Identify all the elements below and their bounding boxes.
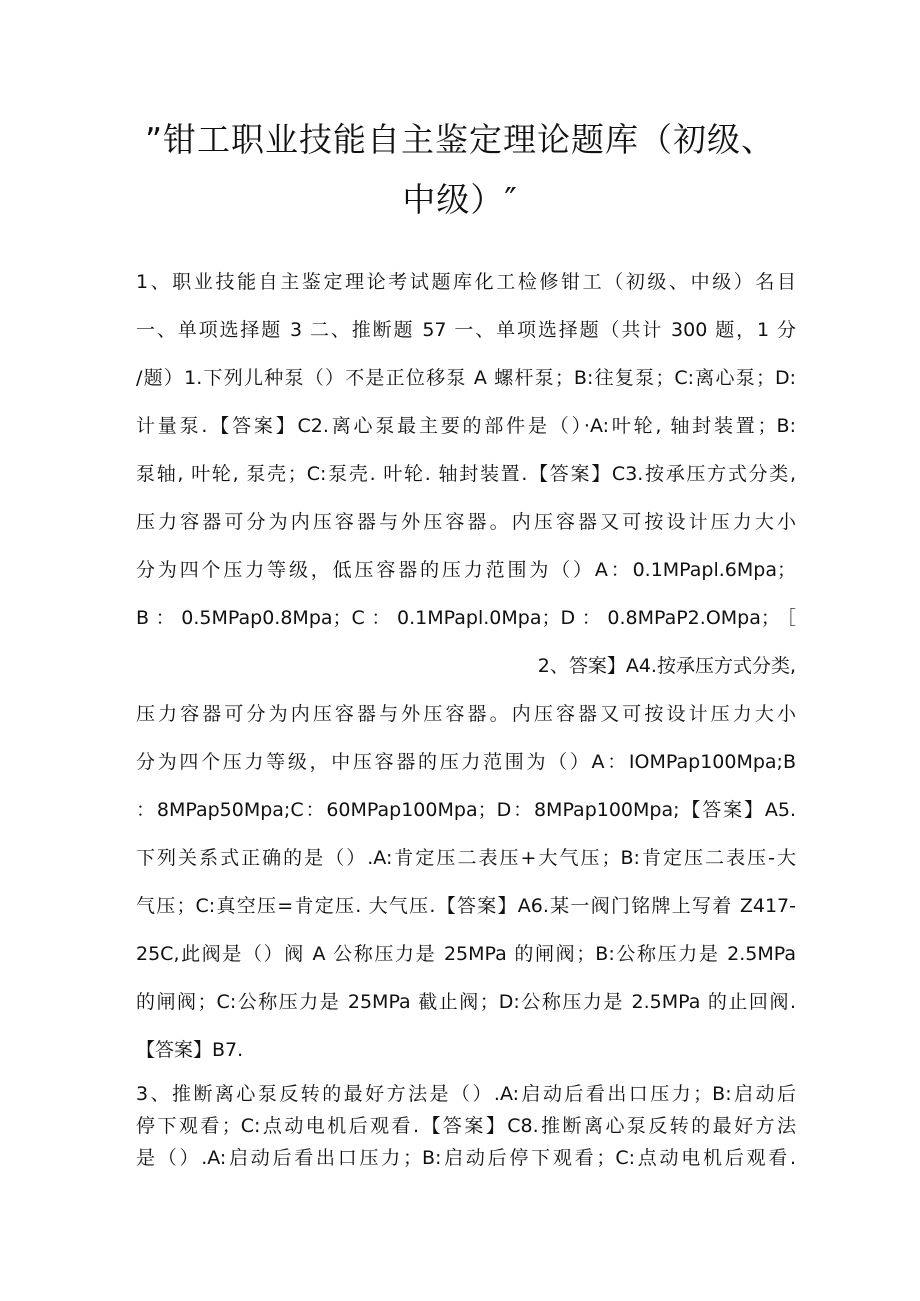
text-line: 压力容器可分为内压容器与外压容器。内压容器又可按设计压力大小: [136, 703, 796, 725]
text-line: 1、职业技能自主鉴定理论考试题库化工检修钳工（初级、中级）名目: [136, 271, 796, 293]
document-title-line-1: ”钳工职业技能自主鉴定理论题库（初级、: [144, 120, 776, 159]
body-paragraph-1: [136, 258, 796, 1074]
text-line: 25C,此阀是（）阀 A 公称压力是 25MPa 的闸阀；B:公称压力是 2.5MPa: [136, 943, 796, 965]
text-line: 分为四个压力等级，中压容器的压力范围为（）A：IOMPap100Mpa;B: [136, 751, 796, 773]
text-line: B：0.5MPap0.8Mpa；C：0.1MPapl.0Mpa；D：0.8MPaP2.OMpa；［: [136, 607, 796, 629]
text-line: 气压；C:真空压=肯定压. 大气压.【答案】A6.某一阀门铭牌上写着 Z417-: [136, 895, 796, 917]
text-line: 分为四个压力等级，低压容器的压力范围为（）A：0.1MPapl.6Mpa；: [136, 559, 796, 581]
text-line: 【答案】B7.: [136, 1039, 244, 1061]
text-line: 泵轴, 叶轮, 泵壳；C:泵壳. 叶轮. 轴封装置.【答案】C3.按承压方式分类,: [136, 463, 796, 485]
text-line: 的闸阀；C:公称压力是 25MPa 截止阀；D:公称压力是 2.5MPa 的止回阀.: [136, 991, 796, 1013]
text-line: 2、答案】A4.按承压方式分类,: [537, 655, 796, 677]
text-line: 3、推断离心泵反转的最好方法是（）.A:启动后看出口压力；B:启动后: [136, 1083, 796, 1105]
document-title-line-2: 中级）″: [402, 180, 518, 219]
text-line: 是（）.A:启动后看出口压力；B:启动后停下观看；C:点动电机后观看.: [136, 1147, 796, 1169]
body-paragraph-2: [136, 1078, 796, 1174]
text-line: 下列关系式正确的是（）.A:肯定压二表压+大气压；B:肯定压二表压-大: [136, 847, 796, 869]
text-line: ：8MPap50Mpa;C：60MPap100Mpa；D：8MPap100Mpa;【答案】A5.: [136, 799, 796, 821]
text-line: /题）1.下列儿种泵（）不是正位移泵 A 螺杆泵；B:往复泵；C:离心泵；D:: [136, 367, 796, 389]
text-line: 压力容器可分为内压容器与外压容器。内压容器又可按设计压力大小: [136, 511, 796, 533]
text-line: 一、单项选择题 3 二、推断题 57 一、单项选择题（共计 300 题，1 分: [136, 319, 796, 341]
text-line: 停下观看；C:点动电机后观看.【答案】C8.推断离心泵反转的最好方法: [136, 1115, 796, 1137]
text-line: 计量泵.【答案】C2.离心泵最主要的部件是（）·A:叶轮, 轴封装置；B:: [136, 415, 796, 437]
